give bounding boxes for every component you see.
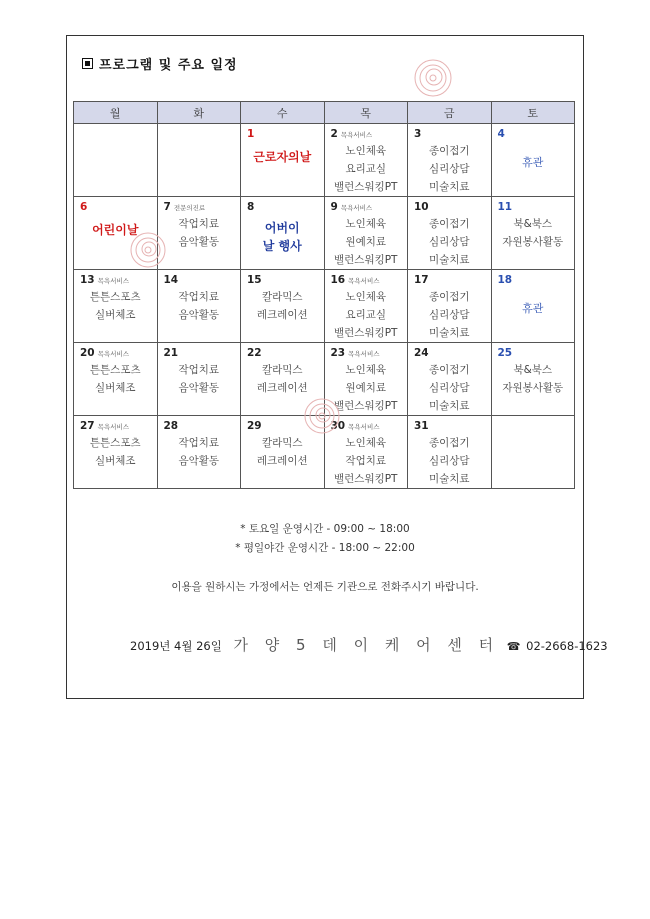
program-activity: 종이접기 bbox=[428, 364, 470, 376]
section-title-text: 프로그램 및 주요 일정 bbox=[99, 58, 238, 73]
service-tag: 목욕서비스 bbox=[348, 423, 380, 431]
program-activity: 종이접기 bbox=[428, 291, 470, 303]
weekday-header: 목 bbox=[324, 102, 408, 124]
program-activity: 밸런스워킹PT bbox=[334, 327, 398, 339]
program-activity: 노인체육 bbox=[345, 364, 387, 376]
day-number: 15 bbox=[247, 274, 262, 286]
calendar-day-cell bbox=[324, 270, 408, 343]
organization-name: 가 양 5 데 이 케 어 센 터 bbox=[233, 636, 500, 654]
program-activity: 미술치료 bbox=[428, 473, 470, 485]
program-activity: 원예치료 bbox=[345, 382, 387, 394]
service-tag: 목욕서비스 bbox=[97, 350, 130, 358]
program-activity: 원예치료 bbox=[345, 236, 387, 248]
calendar-day-cell bbox=[74, 416, 158, 489]
program-activity: 노인체육 bbox=[345, 145, 387, 157]
day-number: 27 bbox=[80, 420, 95, 432]
calendar-day-cell bbox=[157, 343, 241, 416]
weekday-header: 월 bbox=[74, 102, 158, 124]
calendar-day-cell bbox=[491, 270, 575, 343]
program-activity: 레크레이션 bbox=[256, 382, 308, 394]
program-activity: 음악활동 bbox=[178, 236, 220, 248]
program-activity: 심리상담 bbox=[428, 455, 470, 467]
program-activity: 미술치료 bbox=[428, 327, 470, 339]
program-activity: 튼튼스포츠 bbox=[89, 364, 141, 376]
calendar-day-cell bbox=[157, 270, 241, 343]
event-label: 어버이날 행사 bbox=[262, 221, 302, 253]
program-activity: 밸런스워킹PT bbox=[334, 400, 398, 412]
telephone-icon: ☎ bbox=[506, 640, 521, 653]
calendar-day-cell bbox=[491, 343, 575, 416]
program-activity: 밸런스워킹PT bbox=[334, 473, 398, 485]
event-label: 어린이날 bbox=[92, 223, 139, 237]
program-activity: 노인체육 bbox=[345, 218, 387, 230]
day-number: 28 bbox=[163, 420, 179, 432]
day-number: 29 bbox=[247, 420, 262, 432]
calendar-day-cell bbox=[491, 124, 575, 197]
calendar-day-cell bbox=[241, 197, 325, 270]
service-tag: 목욕서비스 bbox=[348, 277, 380, 285]
closed-label: 휴관 bbox=[522, 302, 544, 315]
calendar-day-cell bbox=[324, 124, 408, 197]
day-number: 16 bbox=[330, 274, 346, 286]
service-tag: 목욕서비스 bbox=[97, 423, 130, 431]
day-number: 17 bbox=[414, 274, 429, 286]
service-tag: 목욕서비스 bbox=[348, 350, 380, 358]
service-tag: 목욕서비스 bbox=[340, 204, 373, 212]
day-number: 31 bbox=[414, 420, 429, 432]
footer bbox=[130, 634, 608, 655]
program-activity: 칼라믹스 bbox=[261, 364, 303, 376]
day-number: 6 bbox=[80, 201, 88, 213]
calendar-day-cell bbox=[74, 343, 158, 416]
program-activity: 종이접기 bbox=[428, 218, 470, 230]
calendar-week-row bbox=[74, 124, 575, 197]
program-activity: 칼라믹스 bbox=[261, 291, 303, 303]
program-activity: 작업치료 bbox=[178, 218, 220, 230]
program-activity: 미술치료 bbox=[428, 400, 470, 412]
calendar-day-cell bbox=[408, 197, 492, 270]
day-number: 4 bbox=[497, 128, 505, 140]
program-activity: 심리상담 bbox=[428, 236, 470, 248]
section-title bbox=[82, 54, 238, 73]
day-number: 7 bbox=[163, 201, 171, 213]
calendar-day-cell bbox=[241, 124, 325, 197]
program-activity: 밸런스워킹PT bbox=[334, 181, 398, 193]
service-tag: 목욕서비스 bbox=[340, 131, 373, 139]
program-activity: 음악활동 bbox=[178, 382, 220, 394]
program-activity: 작업치료 bbox=[178, 364, 220, 376]
program-activity: 노인체육 bbox=[345, 437, 387, 449]
program-activity: 음악활동 bbox=[178, 309, 220, 321]
program-activity: 실버체조 bbox=[94, 309, 136, 321]
calendar-day-cell bbox=[324, 197, 408, 270]
program-activity: 작업치료 bbox=[345, 455, 387, 467]
contact-note: 이용을 원하시는 가정에서는 언제든 기관으로 전화주시기 바랍니다. bbox=[171, 581, 479, 593]
calendar-day-cell bbox=[157, 416, 241, 489]
program-activity: 레크레이션 bbox=[256, 309, 308, 321]
day-number: 3 bbox=[414, 128, 422, 140]
stamp-swirl-icon bbox=[302, 396, 342, 436]
program-activity: 노인체육 bbox=[345, 291, 387, 303]
program-activity: 종이접기 bbox=[428, 145, 470, 157]
calendar-week-row bbox=[74, 270, 575, 343]
program-activity: 음악활동 bbox=[178, 455, 220, 467]
program-activity: 북&북스 bbox=[513, 218, 553, 230]
program-activity: 튼튼스포츠 bbox=[89, 291, 141, 303]
day-number: 18 bbox=[497, 274, 513, 286]
calendar-day-cell bbox=[408, 416, 492, 489]
weeknight-hours-note: * 평일야간 운영시간 - 18:00 ~ 22:00 bbox=[235, 542, 415, 554]
saturday-hours-note: * 토요일 운영시간 - 09:00 ~ 18:00 bbox=[240, 523, 410, 535]
calendar-day-cell bbox=[241, 270, 325, 343]
calendar-day-cell bbox=[157, 124, 241, 197]
day-number: 1 bbox=[247, 128, 255, 140]
calendar-day-cell bbox=[157, 197, 241, 270]
calendar-day-cell bbox=[491, 416, 575, 489]
calendar-day-cell bbox=[408, 343, 492, 416]
program-activity: 튼튼스포츠 bbox=[89, 437, 141, 449]
day-number: 21 bbox=[163, 347, 179, 359]
program-activity: 자원봉사활동 bbox=[502, 236, 564, 248]
program-activity: 요리교실 bbox=[345, 309, 387, 321]
day-number: 11 bbox=[497, 201, 513, 213]
weekday-header: 화 bbox=[157, 102, 241, 124]
calendar-day-cell bbox=[74, 124, 158, 197]
calendar-day-cell bbox=[74, 270, 158, 343]
program-activity: 요리교실 bbox=[345, 163, 387, 175]
program-activity: 종이접기 bbox=[428, 437, 470, 449]
day-number: 23 bbox=[330, 347, 346, 359]
calendar-day-cell bbox=[408, 270, 492, 343]
day-number: 13 bbox=[80, 274, 95, 286]
event-label: 근로자의날 bbox=[253, 150, 312, 164]
day-number: 10 bbox=[414, 201, 429, 213]
program-activity: 미술치료 bbox=[428, 254, 470, 266]
service-tag: 목욕서비스 bbox=[97, 277, 130, 285]
day-number: 9 bbox=[330, 201, 338, 213]
program-activity: 심리상담 bbox=[428, 163, 470, 175]
program-activity: 심리상담 bbox=[428, 382, 470, 394]
program-activity: 실버체조 bbox=[94, 382, 136, 394]
program-activity: 작업치료 bbox=[178, 291, 220, 303]
phone-number: 02-2668-1623 bbox=[526, 639, 608, 653]
closed-label: 휴관 bbox=[522, 156, 544, 169]
footer-date: 2019년 4월 26일 bbox=[130, 639, 222, 653]
day-number: 14 bbox=[163, 274, 179, 286]
program-activity: 레크레이션 bbox=[256, 455, 308, 467]
day-number: 20 bbox=[80, 347, 95, 359]
program-activity: 심리상담 bbox=[428, 309, 470, 321]
day-number: 25 bbox=[497, 347, 513, 359]
day-number: 2 bbox=[330, 128, 338, 140]
day-number: 30 bbox=[330, 420, 346, 432]
weekday-header: 수 bbox=[241, 102, 325, 124]
day-number: 24 bbox=[414, 347, 429, 359]
service-tag: 전문의진료 bbox=[173, 204, 206, 212]
weekday-header: 금 bbox=[408, 102, 492, 124]
program-activity: 실버체조 bbox=[94, 455, 136, 467]
program-activity: 자원봉사활동 bbox=[502, 382, 564, 394]
calendar-day-cell bbox=[491, 197, 575, 270]
program-activity: 북&북스 bbox=[513, 364, 553, 376]
day-number: 22 bbox=[247, 347, 262, 359]
calendar-day-cell bbox=[408, 124, 492, 197]
program-activity: 밸런스워킹PT bbox=[334, 254, 398, 266]
square-bullet-icon bbox=[82, 58, 93, 69]
day-number: 8 bbox=[247, 201, 255, 213]
program-activity: 작업치료 bbox=[178, 437, 220, 449]
program-activity: 칼라믹스 bbox=[261, 437, 303, 449]
stamp-swirl-icon bbox=[128, 230, 168, 270]
program-activity: 미술치료 bbox=[428, 181, 470, 193]
stamp-swirl-icon bbox=[412, 57, 454, 99]
weekday-header: 토 bbox=[491, 102, 575, 124]
weekday-header-row bbox=[74, 102, 575, 124]
